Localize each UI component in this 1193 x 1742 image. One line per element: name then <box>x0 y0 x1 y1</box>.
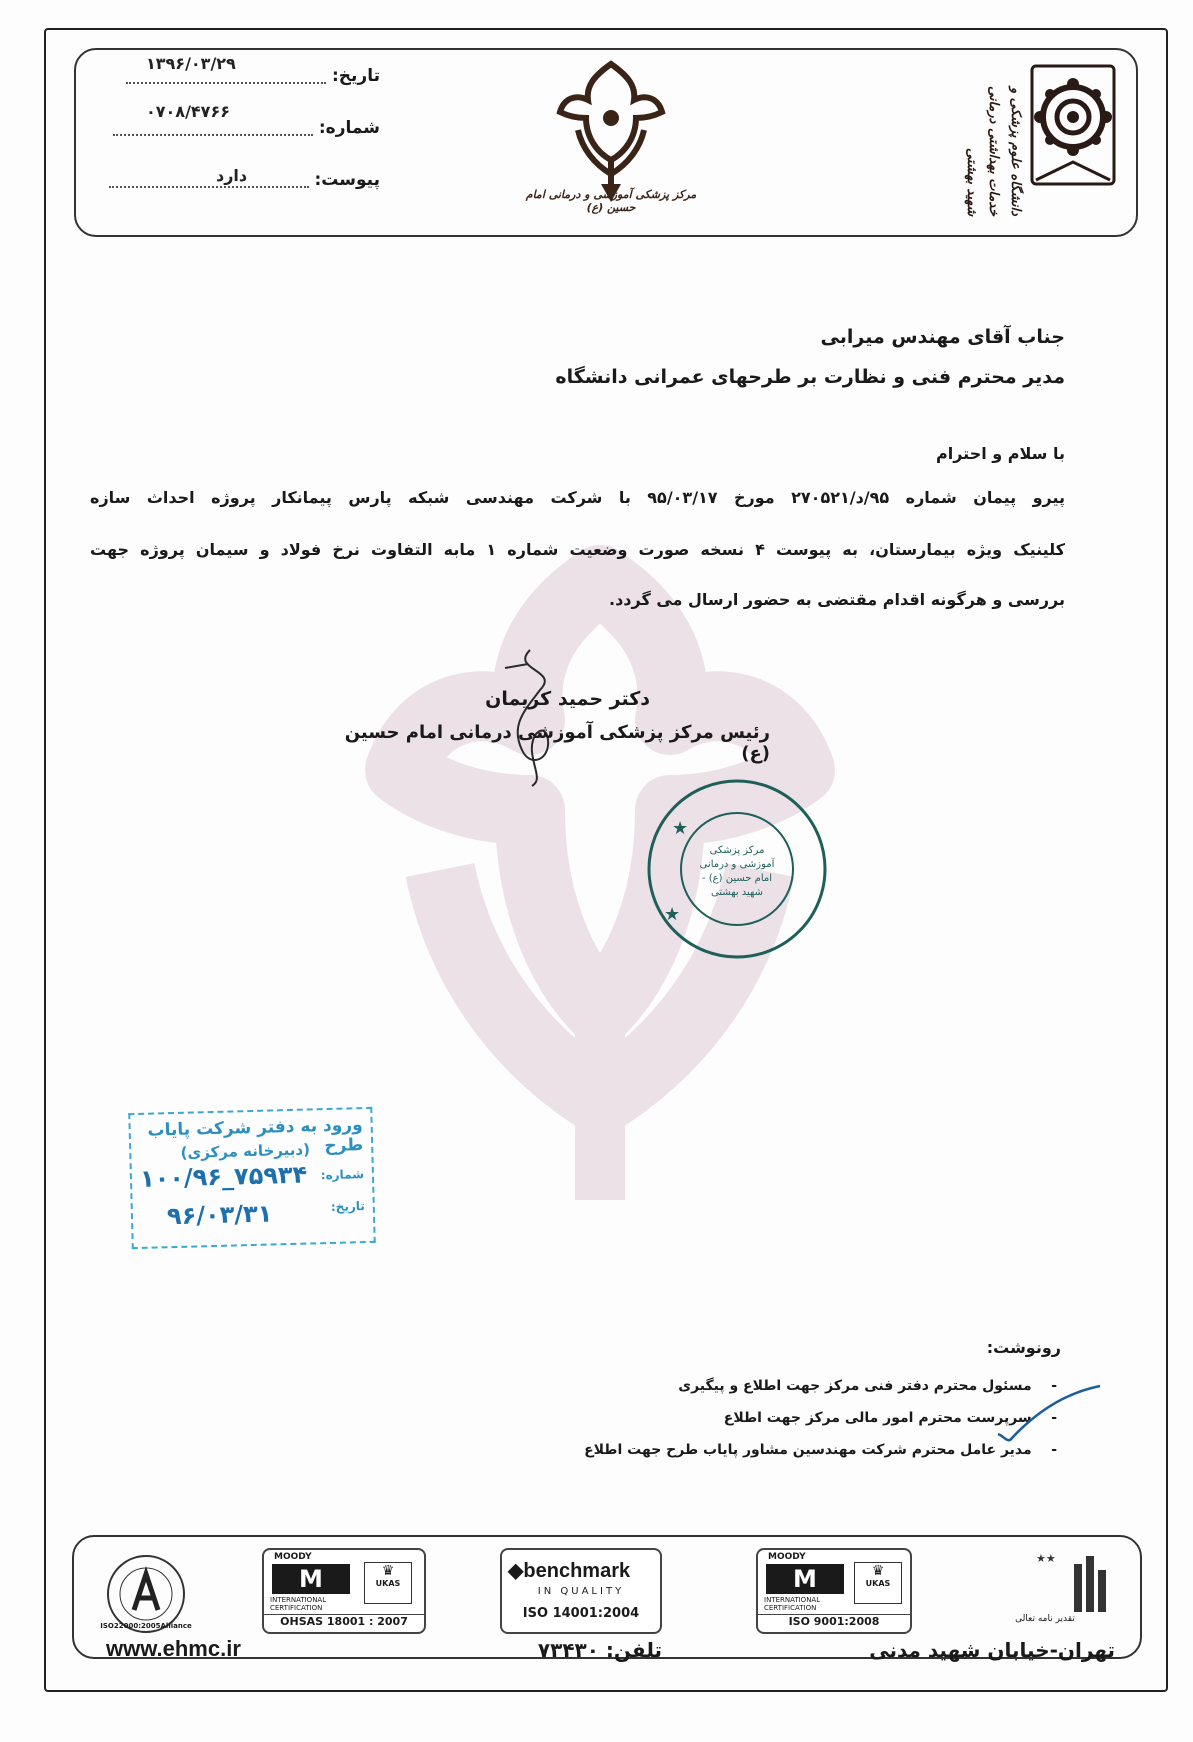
center-logo <box>516 56 706 226</box>
copy-item-text: سرپرست محترم امور مالی مرکز جهت اطلاع <box>723 1410 1032 1426</box>
copy-item-text: مدیر عامل محترم شرکت مهندسین مشاور پایاب طرح جهت اطلاع <box>584 1442 1032 1458</box>
cert-moody-name: MOODY <box>768 1552 806 1562</box>
cert-line2: CERTIFICATION <box>764 1604 817 1612</box>
cert-standard: OHSAS 18001 : 2007 <box>264 1614 424 1628</box>
copy-item <box>417 1402 1057 1434</box>
footer-phone: تلفن: ۷۳۴۳۰ <box>537 1638 662 1662</box>
footer-website[interactable]: www.ehmc.ir <box>106 1636 241 1661</box>
stamp-date-value: ۹۶/۰۳/۳۱ <box>166 1199 273 1231</box>
copies-list <box>417 1370 1057 1466</box>
stamp-number-label: شماره: <box>320 1167 365 1183</box>
date-value: ۱۳۹۶/۰۳/۲۹ <box>146 54 236 73</box>
stamp-title: ورود به دفتر شرکت پایاب طرح <box>147 1115 364 1157</box>
paragraph-line: پیرو پیمان شماره ۹۵/د/۲۷۰۵۲۱ مورخ ۹۵/۰۳/۱۷ با شرکت مهندسی شبکه پارس پیمانکار پروژه احداث سازه <box>90 488 1065 507</box>
award-logo <box>980 1552 1115 1632</box>
award-building-icon <box>1070 1554 1110 1616</box>
ukas-icon: ♛ UKAS <box>854 1562 902 1604</box>
ukas-icon: ♛ UKAS <box>364 1562 412 1604</box>
center-logo-text: مرکز پزشکی آموزشی و درمانی امام حسین (ع) <box>525 188 697 214</box>
copy-item-text: مسئول محترم دفتر فنی مرکز جهت اطلاع و پیگیری <box>678 1378 1032 1394</box>
cert-moody-name: MOODY <box>274 1552 312 1562</box>
signer-title: رئیس مرکز پزشکی آموزشی درمانی امام حسین (ع) <box>344 722 770 764</box>
university-logo <box>916 56 1126 226</box>
copy-item <box>417 1370 1057 1402</box>
attachment-value: دارد <box>216 166 248 185</box>
attachment-line <box>109 172 309 188</box>
attachment-label: پیوست: <box>314 170 380 190</box>
benchmark-icon: ◆ <box>508 1560 524 1582</box>
rosette-icon <box>1028 62 1118 192</box>
award-text: تقدیر نامه تعالی <box>1015 1614 1075 1624</box>
cert-iso14001 <box>500 1548 662 1634</box>
number-value: ۰۷۰۸/۴۷۶۶ <box>146 102 230 121</box>
date-label: تاریخ: <box>332 66 380 86</box>
iso-alliance-text: ISO22000:2005Alliance <box>100 1622 192 1630</box>
number-label: شماره: <box>318 118 380 138</box>
number-line <box>113 120 313 136</box>
benchmark-logo <box>508 1558 630 1583</box>
copy-bullet: - <box>1051 1410 1057 1426</box>
recipient-name: جناب آقای مهندس میرابی <box>820 326 1065 348</box>
stamp-date-label: تاریخ: <box>330 1199 365 1214</box>
moody-m-icon: M <box>766 1564 844 1594</box>
recipient-title: مدیر محترم فنی و نظارت بر طرحهای عمرانی دانشگاه <box>555 366 1065 388</box>
cert-standard: ISO 14001:2004 <box>522 1606 640 1621</box>
letterhead <box>74 48 1138 237</box>
cert-iso9001 <box>756 1548 912 1634</box>
footer-address: تهران-خیابان شهید مدنی <box>869 1638 1115 1662</box>
seal-text: مرکز پزشکی آموزشی و درمانی امام حسین (ع) - شهید بهشتی <box>699 845 775 898</box>
stamp-number-value: ۱۰۰/۹۶_۷۵۹۳۴ <box>139 1160 308 1193</box>
number-row <box>90 118 380 138</box>
cert-line1: INTERNATIONAL <box>270 1596 327 1604</box>
cert-line2: CERTIFICATION <box>270 1604 323 1612</box>
official-seal <box>642 774 832 964</box>
moody-m-icon: M <box>272 1564 350 1594</box>
cert-line1: INTERNATIONAL <box>764 1596 821 1604</box>
paragraph-line: کلینیک ویژه بیمارستان، به پیوست ۴ نسخه صورت وضعیت شماره ۱ مابه التفاوت نرخ فولاد و سیمان پروژه جهت <box>90 540 1066 559</box>
checkmark-icon <box>990 1378 1110 1448</box>
stamp-subtitle: (دبیرخانه مرکزی) <box>180 1140 311 1162</box>
benchmark-name: benchmark <box>523 1560 631 1582</box>
cert-standard: ISO 9001:2008 <box>758 1614 910 1628</box>
ukas-label: UKAS <box>375 1579 401 1588</box>
signature-icon <box>470 640 610 790</box>
award-stars: ★★ <box>1036 1552 1056 1565</box>
svg-text:★: ★ <box>664 904 681 925</box>
copy-item <box>417 1434 1057 1466</box>
receipt-stamp <box>128 1107 375 1249</box>
paragraph-line: بررسی و هرگونه اقدام مقتضی به حضور ارسال می گردد. <box>608 590 1065 609</box>
copy-bullet: - <box>1051 1442 1057 1458</box>
copies-title: رونوشت: <box>986 1338 1061 1357</box>
svg-text:★: ★ <box>672 818 689 839</box>
cert-ohsas <box>262 1548 426 1634</box>
iso-alliance-badge <box>100 1552 192 1636</box>
copy-bullet: - <box>1051 1378 1057 1394</box>
signer-name: دکتر حمید کریمان <box>485 688 650 710</box>
university-logo-text: دانشگاه علوم پزشکی و خدمات بهداشتی درمانی شهید بهشتی <box>964 85 1023 216</box>
ukas-label: UKAS <box>865 1579 891 1588</box>
greeting: با سلام و احترام <box>936 444 1065 463</box>
benchmark-sub: IN QUALITY <box>537 1586 625 1597</box>
